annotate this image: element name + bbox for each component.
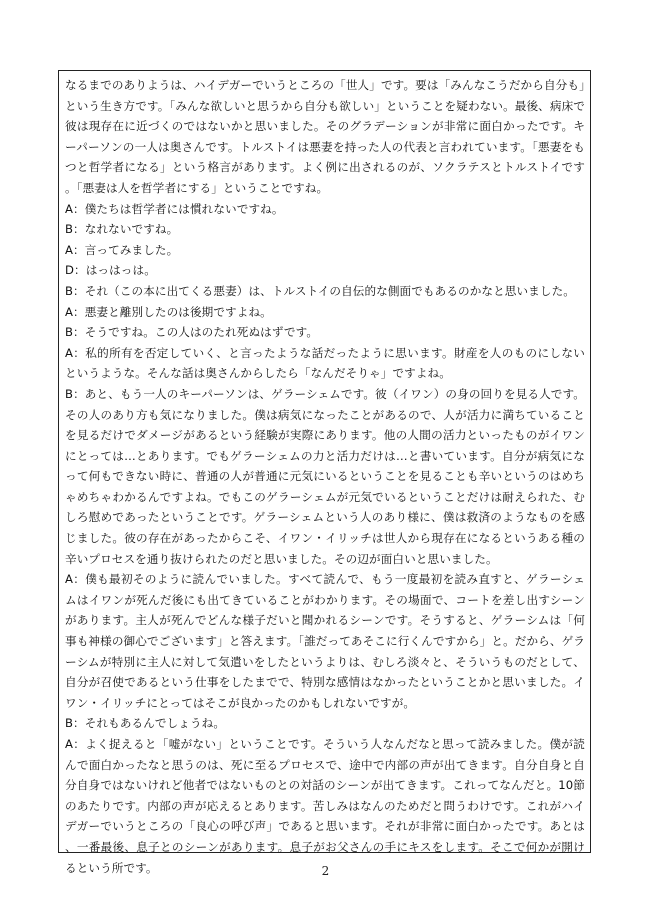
dialogue-line: B：なれないですね。 xyxy=(65,222,179,237)
dialogue-line: D：はっはっは。 xyxy=(65,263,156,278)
page-number: 2 xyxy=(321,864,330,878)
dialogue-line: A：悪妻と離別したのは後期ですよね。 xyxy=(65,304,272,319)
dialogue-line: A：僕も最初そのように読んでいました。すべて読んで、もう一度最初を読み直すと、ゲラーシェムはイワンが死んだ後にも出てきていることがわかります。その場面で、コートを差し出すシーンがあります。主人が死んでどんな様子だいと聞かれるシーンです。そうすると、ゲラーシムは「何事も神様の御心でございます」と答えます。「誰だってあそこに行くんですから」と。だから、ゲラーシムが特別に主人に対して気遣いをしたというよりは、むしろ淡々と、そういうものだとして、自分が召使であるという仕事をしたまでで、特別な感情はなかったということかと思いました。イワン・イリッチにとってはそこが良かったのかもしれないですが。 xyxy=(65,572,585,710)
text-box xyxy=(58,70,591,875)
dialogue-line: A：僕たちは哲学者には慣れないですね。 xyxy=(65,201,284,216)
dialogue-line: A：私的所有を否定していく、と言ったような話だったように思います。財産を人のものにしないというような。そんな話は奥さんからしたら「なんだそりゃ」ですよね。 xyxy=(65,345,585,381)
dialogue-line: A：よく捉えると「嘘がない」ということです。そういう人なんだなと思って読みました。僕が読んで面白かったなと思うのは、死に至るプロセスで、途中で内部の声が出てきます。自分自身と自分自身ではないけれど他者ではないものとの対話のシーンが出てきます。これってなんだと。10節のあたりです。内部の声が応えるとあります。苦しみはなんのためだと問うわけです。これがハイデガーでいうところの「良心の呼び声」であると思います。それが非常に面白かったです。あとは、一番最後、息子とのシーンがあります。息子がお父さんの手にキスをします。そこで何かが開けるという所です。 xyxy=(65,737,585,875)
dialogue-line: A：言ってみました。 xyxy=(65,242,179,257)
dialogue-line: B：それもあるんでしょうね。 xyxy=(65,716,226,731)
paragraph-intro: なるまでのありようは、ハイデガーでいうところの「世人」です。要は「みんなこうだから自分も」という生き方です。「みんな欲しいと思うから自分も欲しい」ということを疑わない。最後、病床で彼は現存在に近づくのではないかと思いました。そのグラデーションが非常に面白かったです。キーパーソンの一人は奥さんです。トルストイは悪妻を持った人の代表と言われています。「悪妻をもつと哲学者になる」という格言があります。よく例に出されるのが、ソクラテスとトルストイです。「悪妻は人を哲学者にする」ということですね。 xyxy=(65,78,585,195)
dialogue-line: B：あと、もう一人のキーパーソンは、ゲラーシェムです。彼（イワン）の身の回りを見る人です。その人のあり方も気になりました。僕は病気になったことがあるので、人が活力に満ちていることを見るだけでダメージがあるという経験が実際にあります。他の人間の活力といったものがイワンにとっては…とあります。でもゲラーシェムの力と活力だけは…と書いています。自分が病気になって何もできない時に、普通の人が普通に元気にいるということを見ることも辛いというのはめちゃめちゃわかるんですよね。でもこのゲラーシェムが元気でいるということだけは耐えられた、むしろ慰めであったということです。ゲラーシェムという人のあり様に、僕は救済のようなものを感じました。彼の存在があったからこそ、イワン・イリッチは世人から現存在になるというある種の辛いプロセスを通り抜けられたのだと思いました。その辺が面白いと思いました。 xyxy=(65,386,585,566)
dialogue-line: B：そうですね。この人はのたれ死ぬはずです。 xyxy=(65,325,319,340)
dialogue-line: B：それ（この本に出てくる悪妻）は、トルストイの自伝的な側面でもあるのかなと思いました。 xyxy=(65,283,575,298)
